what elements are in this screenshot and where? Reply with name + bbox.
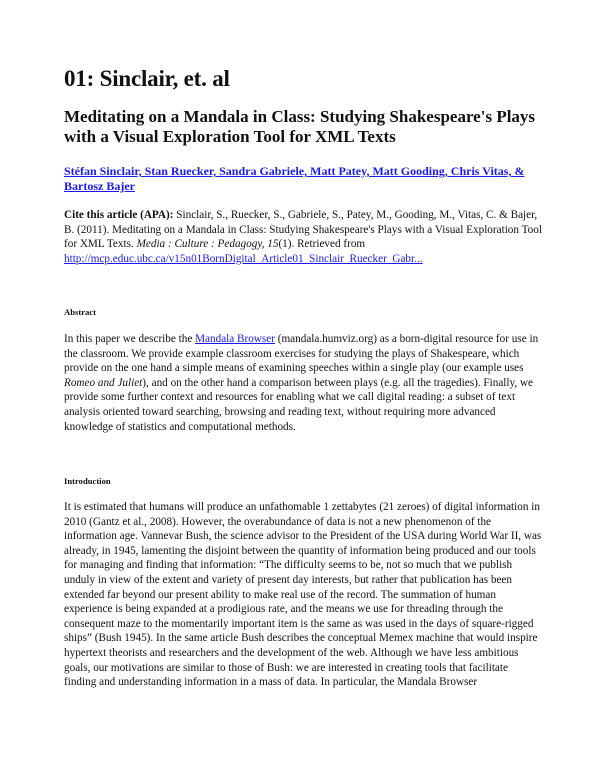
authors-link[interactable]: Stéfan Sinclair, Stan Ruecker, Sandra Gabriele, Matt Patey, Matt Gooding, Chris Vitas, & Bartosz Bajer bbox=[64, 164, 525, 193]
citation-block bbox=[64, 208, 542, 266]
abstract-text-2: (mandala.humviz.org) as a born-digital resource for use in the classroom. We provide example classroom exercises for studying the plays of Shakespeare, which provide on the one hand a simple means of examining speeches within a single play (our example uses bbox=[64, 333, 539, 375]
citation-text: Sinclair, S., Ruecker, S., Gabriele, S., Patey, M., Gooding, M., Vitas, C. & Bajer, B. (2011). Meditating on a Mandala in Class: Studying Shakespeare's Plays with a Visual Exploration Tool for XML Texts. bbox=[64, 209, 542, 250]
introduction-text: It is estimated that humans will produce an unfathomable 1 zettabytes (21 zeroes) of digital information in 2010 (Gantz et al., 2008). However, the overabundance of data is not a new phenomenon of the information age. Vannevar Bush, the science advisor to the President of the USA during World War II, was already, in 1945, lamenting the disjoint between the quantity of information being produced and our tools for managing and finding that information: “The difficulty seems to be, not so much that we publish unduly in view of the extent and variety of present day interests, but rather that publication has been extended far beyond our present ability to make real use of the record. The summation of human experience is being expanded at a prodigious rate, and the means we use for threading through the consequent maze to the momentarily important item is the same as was used in the days of square-rigged ships” (Bush 1945). In the same article Bush describes the conceptual Memex machine that would inspire hypertext theorists and researchers and the development of the web. Although we have less ambitious goals, our motivations are similar to those of Bush: we are interested in creating tools that facilitate finding and understanding information in a mass of data. In particular, the Mandala Browser bbox=[64, 501, 542, 689]
abstract-text bbox=[64, 332, 542, 434]
introduction-heading: Introduction bbox=[64, 476, 111, 486]
citation-issue: (1). Retrieved from bbox=[278, 238, 366, 250]
abstract-heading: Abstract bbox=[64, 307, 96, 317]
citation-url-link[interactable]: http://mcp.educ.ubc.ca/v15n01BornDigital_Article01_Sinclair_Ruecker_Gabr... bbox=[64, 252, 423, 265]
abstract-text-3: ), and on the other hand a comparison between plays (e.g. all the tragedies). Finally, we provide some further context and resources for enabling what we call digital reading: a subset of text analysis oriented toward searching, browsing and reading text, without requiring more advanced knowledge of statistics and computational methods. bbox=[64, 376, 534, 433]
mandala-browser-link[interactable]: Mandala Browser bbox=[195, 333, 275, 345]
citation-style: (APA): bbox=[140, 209, 174, 221]
author-list bbox=[64, 164, 534, 194]
page-title: 01: Sinclair, et. al bbox=[64, 66, 230, 91]
citation-label: Cite this article bbox=[64, 209, 138, 221]
abstract-text-1: In this paper we describe the bbox=[64, 333, 193, 345]
article-title: Meditating on a Mandala in Class: Studying Shakespeare's Plays with a Visual Exploration Tool for XML Texts bbox=[64, 107, 536, 146]
citation-journal: Media : Culture : Pedagogy, 15 bbox=[136, 238, 279, 250]
abstract-emphasis: Romeo and Juliet bbox=[64, 376, 143, 389]
